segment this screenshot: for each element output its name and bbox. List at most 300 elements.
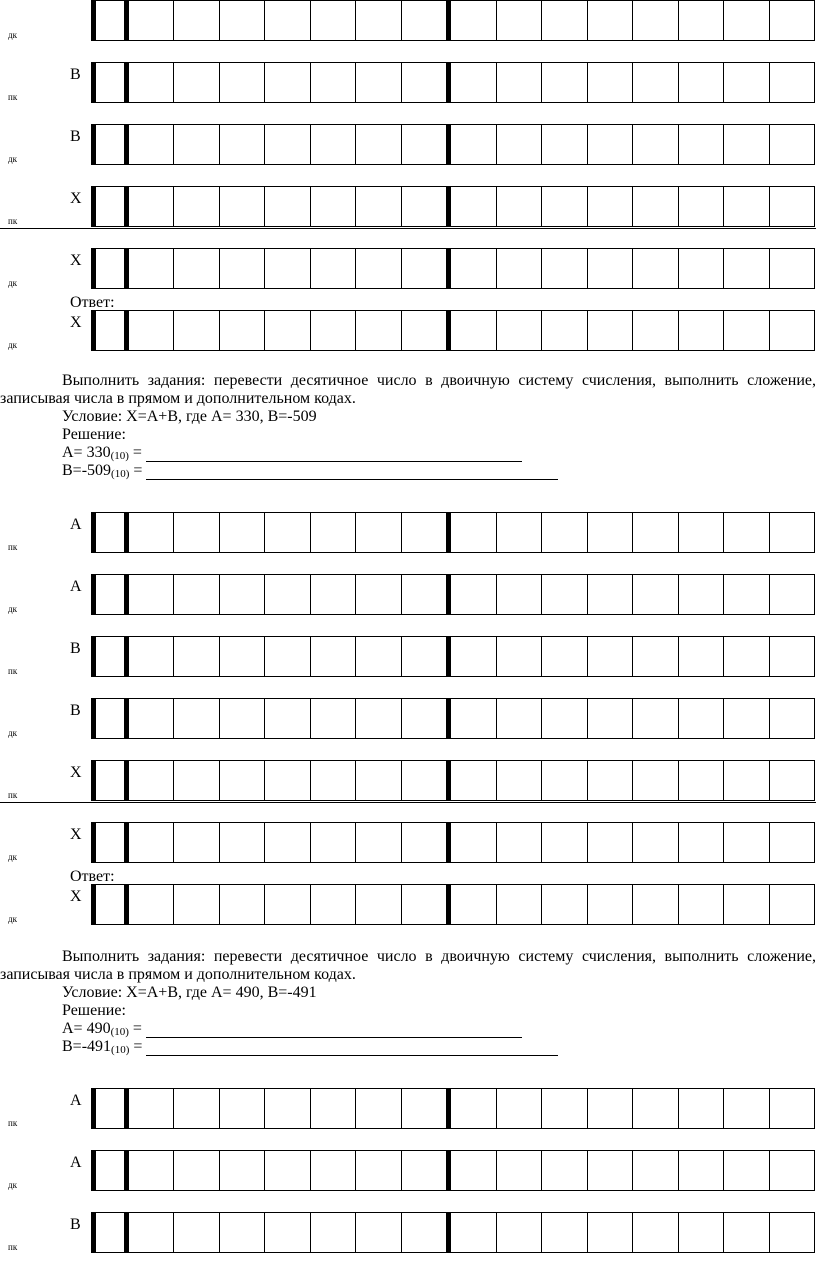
bit-cell[interactable] [541,1151,586,1190]
bit-cell[interactable] [401,1,446,40]
bit-cell[interactable] [355,699,400,738]
bit-cell[interactable] [264,125,309,164]
bit-cell[interactable] [96,885,124,924]
bit-cell[interactable] [769,1151,814,1190]
bit-cell[interactable] [264,249,309,288]
answer-blank[interactable] [146,465,558,480]
code-label: пк [8,92,18,102]
bit-cell[interactable] [219,187,264,226]
bit-cell[interactable] [723,575,768,614]
bit-cell[interactable] [496,125,541,164]
bit-cell[interactable] [678,761,723,800]
bit-cell[interactable] [401,1151,446,1190]
bit-cell[interactable] [401,823,446,862]
bit-cell[interactable] [96,311,124,350]
bit-cell[interactable] [310,575,355,614]
bit-cell[interactable] [96,761,124,800]
bit-cell[interactable] [446,699,495,738]
bit-cell[interactable] [446,125,495,164]
bit-cell[interactable] [96,63,124,102]
bit-grid [91,636,815,677]
bit-cell[interactable] [723,311,768,350]
bit-cell[interactable] [310,63,355,102]
bit-cell[interactable] [769,311,814,350]
bit-cell[interactable] [769,1213,814,1252]
bit-cell[interactable] [446,575,495,614]
bit-cell[interactable] [496,699,541,738]
bit-cell[interactable] [678,63,723,102]
bit-cell[interactable] [723,1151,768,1190]
bit-cell[interactable] [219,885,264,924]
bit-cell[interactable] [587,823,632,862]
code-label: пк [8,216,18,226]
bit-cell[interactable] [219,699,264,738]
bit-cell[interactable] [264,637,309,676]
register-row [0,1212,816,1276]
bit-cell[interactable] [496,1213,541,1252]
bit-cell[interactable] [219,823,264,862]
bit-cell[interactable] [587,1151,632,1190]
bit-cell[interactable] [541,761,586,800]
bit-cell[interactable] [173,187,218,226]
bit-cell[interactable] [310,637,355,676]
answer-blank[interactable] [146,1041,558,1056]
bit-grid [91,1088,815,1129]
bit-cell[interactable] [310,125,355,164]
bit-cell[interactable] [219,1,264,40]
bit-cell[interactable] [124,311,173,350]
bit-cell[interactable] [587,1,632,40]
bit-cell[interactable] [723,761,768,800]
bit-cell[interactable] [446,311,495,350]
bit-cell[interactable] [632,1,677,40]
bit-cell[interactable] [219,637,264,676]
bit-cell[interactable] [124,1,173,40]
bit-cell[interactable] [541,699,586,738]
bit-cell[interactable] [264,513,309,552]
bit-cell[interactable] [678,311,723,350]
bit-cell[interactable] [355,1089,400,1128]
bit-cell[interactable] [124,187,173,226]
section-divider [0,802,816,803]
bit-cell[interactable] [446,761,495,800]
bit-cell[interactable] [124,249,173,288]
bit-cell[interactable] [678,1,723,40]
bit-cell[interactable] [401,699,446,738]
bit-cell[interactable] [496,823,541,862]
bit-cell[interactable] [446,187,495,226]
bit-cell[interactable] [173,699,218,738]
bit-cell[interactable] [446,63,495,102]
bit-cell[interactable] [446,1213,495,1252]
bit-cell[interactable] [355,125,400,164]
bit-cell[interactable] [587,1213,632,1252]
bit-cell[interactable] [496,187,541,226]
bit-cell[interactable] [124,63,173,102]
bit-cell[interactable] [587,575,632,614]
bit-cell[interactable] [264,1089,309,1128]
bit-cell[interactable] [769,125,814,164]
bit-cell[interactable] [678,513,723,552]
bit-cell[interactable] [496,575,541,614]
bit-cell[interactable] [632,249,677,288]
bit-cell[interactable] [632,1151,677,1190]
bit-cell[interactable] [401,885,446,924]
bit-cell[interactable] [310,1151,355,1190]
answer-blank[interactable] [146,447,522,462]
bit-cell[interactable] [723,249,768,288]
bit-cell[interactable] [446,1151,495,1190]
bit-cell[interactable] [173,311,218,350]
bit-cell[interactable] [173,1213,218,1252]
bit-cell[interactable] [496,513,541,552]
bit-cell[interactable] [401,637,446,676]
bit-cell[interactable] [173,637,218,676]
bit-cell[interactable] [173,125,218,164]
bit-cell[interactable] [264,885,309,924]
register-row [0,1150,816,1214]
bit-cell[interactable] [678,1151,723,1190]
bit-grid [91,698,815,739]
bit-cell[interactable] [401,125,446,164]
bit-cell[interactable] [446,823,495,862]
bit-cell[interactable] [723,885,768,924]
bit-cell[interactable] [446,1089,495,1128]
bit-cell[interactable] [96,513,124,552]
decimal-value: A= 490 [62,1020,111,1037]
bit-cell[interactable] [355,63,400,102]
task-condition: Условие: X=A+B, где A= 490, B=-491 [62,984,317,1001]
bit-cell[interactable] [541,249,586,288]
bit-cell[interactable] [632,311,677,350]
bit-cell[interactable] [587,125,632,164]
bit-cell[interactable] [310,885,355,924]
bit-cell[interactable] [219,513,264,552]
bit-cell[interactable] [541,187,586,226]
bit-cell[interactable] [678,125,723,164]
bit-cell[interactable] [723,1213,768,1252]
register-row [0,760,816,824]
bit-cell[interactable] [219,761,264,800]
bit-cell[interactable] [355,249,400,288]
bit-cell[interactable] [96,187,124,226]
bit-cell[interactable] [264,575,309,614]
bit-cell[interactable] [678,1213,723,1252]
bit-cell[interactable] [310,699,355,738]
bit-cell[interactable] [173,63,218,102]
bit-cell[interactable] [446,885,495,924]
register-row [0,884,816,948]
bit-cell[interactable] [632,1089,677,1128]
bit-cell[interactable] [310,311,355,350]
register-row [0,574,816,638]
bit-cell[interactable] [632,761,677,800]
task-block [0,948,816,1056]
code-label: дк [8,604,17,614]
task-condition: Условие: X=A+B, где A= 330, B=-509 [62,408,317,425]
bit-cell[interactable] [723,513,768,552]
bit-cell[interactable] [124,761,173,800]
bit-cell[interactable] [541,513,586,552]
bit-cell[interactable] [219,63,264,102]
bit-cell[interactable] [632,699,677,738]
bit-cell[interactable] [124,125,173,164]
bit-cell[interactable] [219,125,264,164]
bit-cell[interactable] [632,187,677,226]
conversion-line-a [62,1020,816,1038]
bit-cell[interactable] [310,1213,355,1252]
bit-cell[interactable] [310,1,355,40]
bit-cell[interactable] [678,885,723,924]
row-label: B [70,1216,81,1233]
answer-blank[interactable] [146,1023,522,1038]
bit-cell[interactable] [219,249,264,288]
bit-cell[interactable] [632,125,677,164]
code-label: пк [8,1118,18,1128]
bit-cell[interactable] [219,1089,264,1128]
bit-cell[interactable] [124,513,173,552]
bit-cell[interactable] [587,311,632,350]
code-label: дк [8,852,17,862]
bit-cell[interactable] [496,249,541,288]
bit-cell[interactable] [723,187,768,226]
register-row [0,62,816,126]
bit-cell[interactable] [96,575,124,614]
bit-cell[interactable] [541,1,586,40]
equals-sign: = [128,444,146,461]
bit-cell[interactable] [401,513,446,552]
code-label: дк [8,728,17,738]
bit-cell[interactable] [769,885,814,924]
bit-cell[interactable] [124,885,173,924]
bit-cell[interactable] [96,1,124,40]
bit-cell[interactable] [355,637,400,676]
bit-cell[interactable] [446,513,495,552]
bit-cell[interactable] [632,63,677,102]
bit-cell[interactable] [769,249,814,288]
bit-cell[interactable] [496,1151,541,1190]
bit-cell[interactable] [310,187,355,226]
bit-cell[interactable] [264,311,309,350]
bit-cell[interactable] [401,311,446,350]
bit-cell[interactable] [173,823,218,862]
conversion-line-b [62,462,816,480]
row-label: B [70,66,81,83]
bit-cell[interactable] [219,575,264,614]
code-label: дк [8,30,17,40]
row-label: A [70,516,82,533]
bit-cell[interactable] [219,1213,264,1252]
bit-cell[interactable] [173,249,218,288]
bit-grid [91,574,815,615]
bit-cell[interactable] [446,637,495,676]
bit-cell[interactable] [769,1089,814,1128]
bit-cell[interactable] [264,1213,309,1252]
bit-cell[interactable] [355,1,400,40]
bit-cell[interactable] [541,63,586,102]
bit-cell[interactable] [678,575,723,614]
bit-cell[interactable] [587,885,632,924]
bit-cell[interactable] [769,761,814,800]
bit-cell[interactable] [541,823,586,862]
bit-cell[interactable] [496,1089,541,1128]
bit-cell[interactable] [632,823,677,862]
bit-cell[interactable] [401,761,446,800]
bit-cell[interactable] [124,1213,173,1252]
bit-cell[interactable] [264,699,309,738]
bit-cell[interactable] [310,823,355,862]
bit-cell[interactable] [124,1151,173,1190]
bit-cell[interactable] [124,699,173,738]
bit-cell[interactable] [769,513,814,552]
bit-cell[interactable] [96,637,124,676]
bit-cell[interactable] [96,1089,124,1128]
bit-cell[interactable] [401,575,446,614]
bit-cell[interactable] [769,637,814,676]
bit-cell[interactable] [769,575,814,614]
bit-cell[interactable] [541,575,586,614]
bit-cell[interactable] [769,1,814,40]
bit-cell[interactable] [124,823,173,862]
bit-cell[interactable] [769,187,814,226]
bit-cell[interactable] [96,125,124,164]
bit-cell[interactable] [355,187,400,226]
bit-cell[interactable] [264,1151,309,1190]
bit-cell[interactable] [401,63,446,102]
bit-cell[interactable] [96,823,124,862]
bit-cell[interactable] [264,187,309,226]
bit-cell[interactable] [124,637,173,676]
bit-cell[interactable] [355,885,400,924]
decimal-value: B=-491 [62,1038,112,1055]
bit-cell[interactable] [541,125,586,164]
bit-cell[interactable] [496,1,541,40]
bit-cell[interactable] [587,513,632,552]
bit-cell[interactable] [355,1213,400,1252]
row-label: X [70,252,82,269]
bit-cell[interactable] [446,249,495,288]
bit-cell[interactable] [678,699,723,738]
bit-cell[interactable] [723,637,768,676]
code-label: пк [8,666,18,676]
bit-cell[interactable] [173,575,218,614]
bit-cell[interactable] [496,885,541,924]
bit-cell[interactable] [96,249,124,288]
bit-cell[interactable] [355,311,400,350]
bit-cell[interactable] [587,1089,632,1128]
bit-cell[interactable] [219,311,264,350]
bit-cell[interactable] [587,637,632,676]
bit-cell[interactable] [96,1151,124,1190]
bit-cell[interactable] [173,761,218,800]
bit-cell[interactable] [264,63,309,102]
bit-cell[interactable] [355,575,400,614]
bit-cell[interactable] [541,311,586,350]
bit-cell[interactable] [310,249,355,288]
bit-cell[interactable] [587,249,632,288]
bit-cell[interactable] [496,63,541,102]
bit-cell[interactable] [769,699,814,738]
bit-cell[interactable] [96,1213,124,1252]
bit-cell[interactable] [632,637,677,676]
bit-cell[interactable] [496,311,541,350]
bit-cell[interactable] [723,125,768,164]
bit-grid [91,512,815,553]
bit-cell[interactable] [96,699,124,738]
bit-cell[interactable] [401,187,446,226]
bit-cell[interactable] [173,1151,218,1190]
bit-cell[interactable] [355,1151,400,1190]
row-label: X [70,826,82,843]
bit-cell[interactable] [678,249,723,288]
bit-cell[interactable] [310,513,355,552]
bit-cell[interactable] [541,637,586,676]
bit-cell[interactable] [401,249,446,288]
bit-cell[interactable] [401,1213,446,1252]
bit-cell[interactable] [496,761,541,800]
bit-cell[interactable] [587,761,632,800]
row-label: X [70,888,82,905]
bit-cell[interactable] [723,63,768,102]
bit-cell[interactable] [310,1089,355,1128]
bit-cell[interactable] [173,885,218,924]
bit-cell[interactable] [173,1089,218,1128]
bit-cell[interactable] [446,1,495,40]
bit-cell[interactable] [678,187,723,226]
bit-cell[interactable] [723,1089,768,1128]
bit-cell[interactable] [632,1213,677,1252]
base-subscript: (10) [111,468,130,480]
bit-cell[interactable] [632,513,677,552]
bit-cell[interactable] [496,637,541,676]
row-label: X [70,190,82,207]
bit-cell[interactable] [632,575,677,614]
bit-cell[interactable] [678,1089,723,1128]
bit-cell[interactable] [541,1213,586,1252]
bit-cell[interactable] [769,63,814,102]
bit-cell[interactable] [173,1,218,40]
bit-cell[interactable] [678,637,723,676]
bit-cell[interactable] [264,1,309,40]
bit-cell[interactable] [541,1089,586,1128]
bit-cell[interactable] [587,187,632,226]
bit-cell[interactable] [587,699,632,738]
bit-cell[interactable] [723,699,768,738]
bit-cell[interactable] [401,1089,446,1128]
bit-cell[interactable] [310,761,355,800]
bit-cell[interactable] [769,823,814,862]
bit-cell[interactable] [355,761,400,800]
bit-cell[interactable] [124,1089,173,1128]
bit-grid [91,0,815,41]
register-row [0,512,816,576]
bit-cell[interactable] [678,823,723,862]
bit-cell[interactable] [219,1151,264,1190]
bit-cell[interactable] [723,1,768,40]
bit-cell[interactable] [723,823,768,862]
bit-cell[interactable] [173,513,218,552]
bit-cell[interactable] [124,575,173,614]
task-block [0,372,816,480]
bit-cell[interactable] [587,63,632,102]
decimal-value: B=-509 [62,462,112,479]
bit-cell[interactable] [264,823,309,862]
bit-cell[interactable] [264,761,309,800]
bit-cell[interactable] [541,885,586,924]
bit-cell[interactable] [355,823,400,862]
bit-cell[interactable] [632,885,677,924]
bit-cell[interactable] [355,513,400,552]
